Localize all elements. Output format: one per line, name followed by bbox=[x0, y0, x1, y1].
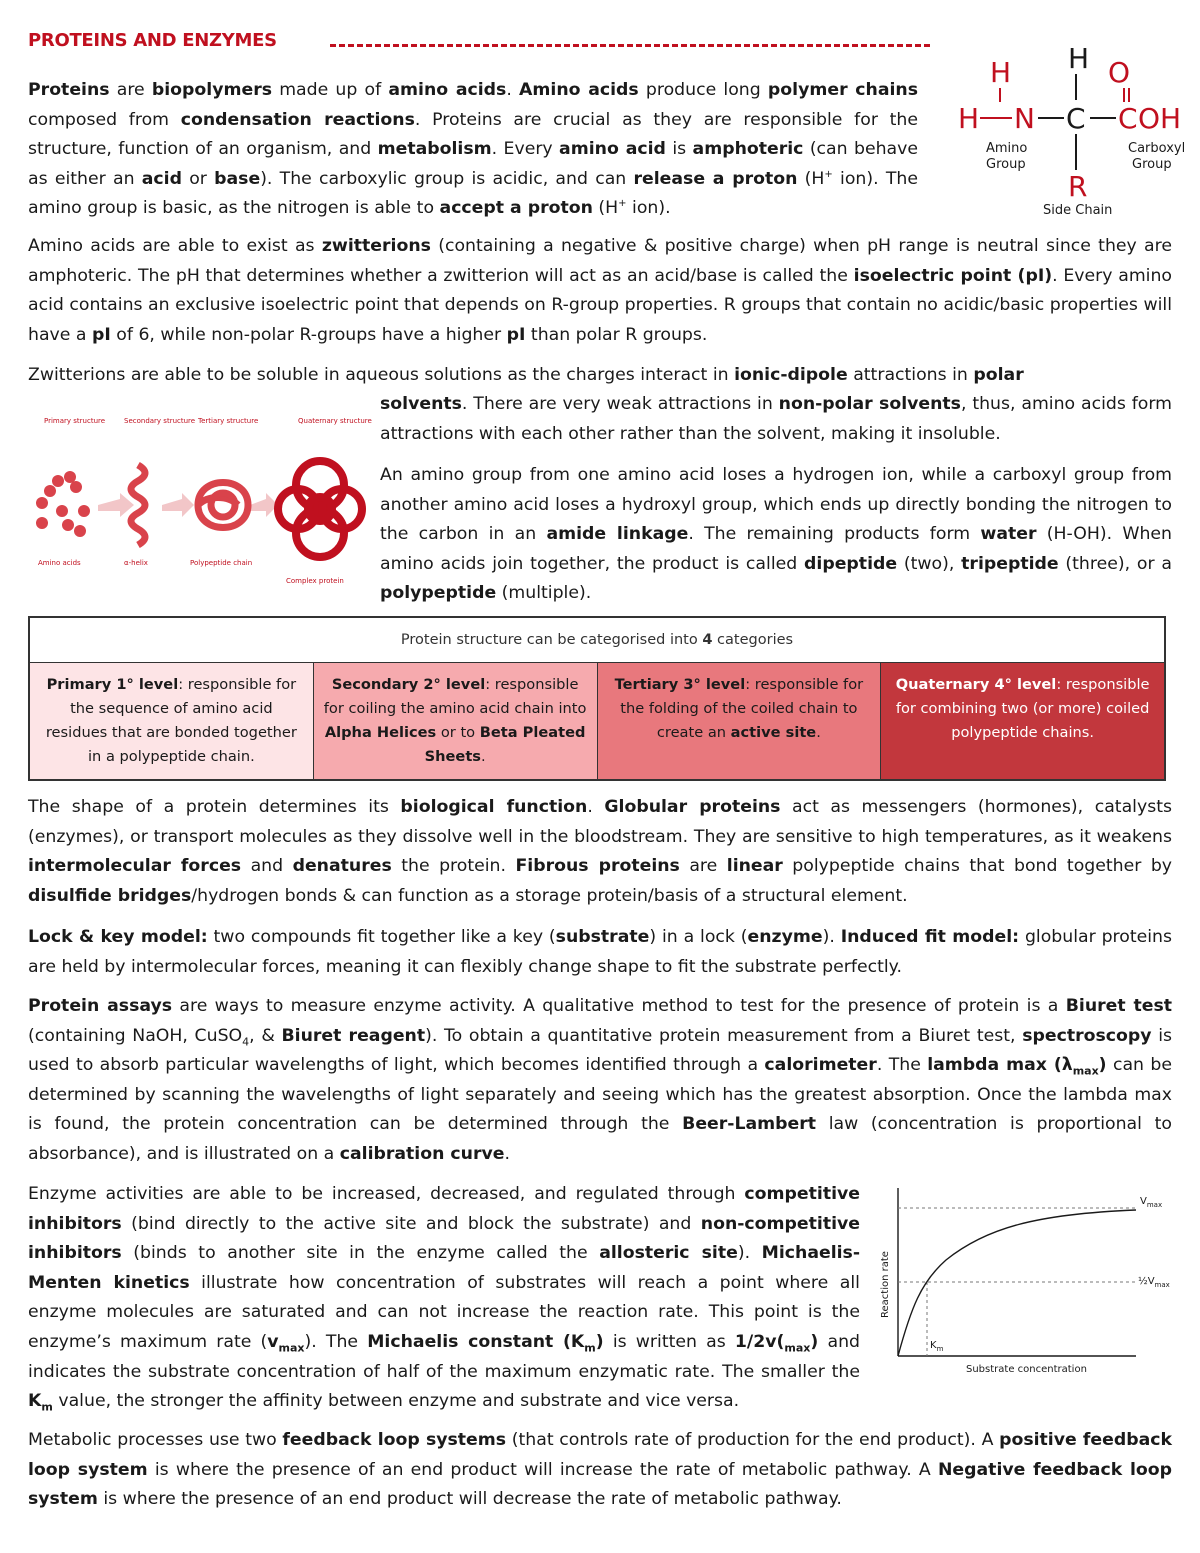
bottom-label-polypeptide: Polypeptide chain bbox=[190, 559, 253, 567]
paragraph-zwitterions: Amino acids are able to exist as zwitterions (containing a negative & positive charge) when pH range is neutral since they are amphoteric. The pH that determines whether a zwitterion will act as an acid/base is called the isoelectric point (pI). Every amino acid contains an exclusive isoelectric point that depends on R-group properties. R groups that contain no acidic/basic properties will have a pI of 6, while non-polar R-groups have a higher pI than polar R groups. bbox=[28, 236, 1172, 345]
page-title: PROTEINS AND ENZYMES bbox=[28, 30, 277, 51]
michaelis-menten-chart bbox=[866, 1178, 1176, 1374]
label-secondary: Secondary structure bbox=[124, 417, 196, 425]
atom-c-alpha: C bbox=[1066, 102, 1086, 135]
paragraph-solubility-cont: solvents. There are very weak attractions in non-polar solvents, thus, amino acids form attractions with each other rather than the solvent, making it insoluble. bbox=[380, 394, 1172, 444]
title-dashed-rule bbox=[330, 44, 930, 47]
y-axis-label: Reaction rate bbox=[880, 1251, 891, 1318]
table-header: Protein structure can be categorised into 4 categories bbox=[30, 618, 1164, 663]
paragraph-proteins-intro: Proteins are biopolymers made up of amino acids. Amino acids produce long polymer chains composed from condensation reactions. Proteins are crucial as they are responsible for the structure, function of an organism, and metabolism. Every amino acid is amphoteric (can behave as either an acid or base). The carboxylic group is acidic, and can release a proton (H+ ion). The amino group is basic, as the nitrogen is able to accept a proton (H+ ion). bbox=[28, 80, 919, 219]
rate-curve bbox=[898, 1210, 1136, 1356]
atom-n: N bbox=[1014, 102, 1035, 135]
paragraph-enzyme-models: Lock & key model: two compounds fit together like a key (substrate) in a lock (enzyme). Induced fit model: globular proteins are held by intermolecular forces, meaning it can flexibly change shape to fit the substrate perfectly. bbox=[28, 927, 1173, 977]
carboxyl-group-label-2: Group bbox=[1132, 157, 1172, 172]
paragraph-protein-assays: Protein assays are ways to measure enzyme activity. A qualitative method to test for the presence of protein is a Biuret test (containing NaOH, CuSO$_4$, & Biuret reagent). To obtain a quantitative protein measurement from a Biuret test, spectroscopy is used to absorb particular wavelengths of light, which becomes identified through a calorimeter. The lambda $\max (\lambda_{max})$ can be determined by scanning the wavelengths of light separately and seeing which has the greatest absorption. Once the lambda max is found, the protein concentration can be determined through the Beer-Lambert law (concentration is proportional to absorbance), and is illustrated on a calibration curve. bbox=[28, 996, 1173, 1164]
atom-h-left: H bbox=[990, 56, 1012, 89]
label-primary: Primary structure bbox=[44, 417, 106, 425]
x-axis-label: Substrate concentration bbox=[966, 1364, 1087, 1375]
vmax-label: $V_{max}$ bbox=[1140, 1196, 1163, 1209]
paragraph-solubility: Zwitterions are able to be soluble in aqueous solutions as the charges interact in ionic-dipole attractions in polar bbox=[28, 365, 1024, 385]
amino-group-label-2: Group bbox=[986, 157, 1026, 172]
table-cell-quaternary: Quaternary 4° level: responsible for combining two (or more) coiled polypeptide chains. bbox=[881, 663, 1164, 779]
label-quaternary: Quaternary structure bbox=[298, 417, 372, 425]
km-label: $K_m$ bbox=[930, 1340, 944, 1353]
half-vmax-label: $\frac{1}{2}V_{max}$ bbox=[1138, 1276, 1170, 1289]
paragraph-feedback-loops: Metabolic processes use two feedback loop systems (that controls rate of production for the end product). A positive feedback loop system is where the presence of an end product will increase the rate of metabolic pathway. A Negative feedback loop system is where the presence of an end product will decrease the rate of metabolic pathway. bbox=[28, 1430, 1173, 1510]
amino-group-label-1: Amino bbox=[986, 141, 1028, 156]
title-row bbox=[28, 30, 928, 58]
carboxyl-group-label-1: Carboxyl bbox=[1128, 141, 1186, 156]
paragraph-enzyme-inhibition: Enzyme activities are able to be increased, decreased, and regulated through competitive inhibitors (bind directly to the active site and block the substrate) and non-competitive inhibitors (binds to another site in the enzyme called the allosteric site). Michaelis-Menten kinetics illustrate how concentration of substrates will reach a point where all enzyme molecules are saturated and can not increase the reaction rate. This point is the enzyme’s maximum rate $(v_{max})$. The Michaelis constant $(K_m)$ is written as $1/2v(_{max})$ and indicates the substrate concentration of half of the maximum enzymatic rate. The smaller the $K_m$ value, the stronger the affinity between enzyme and substrate and vice versa. bbox=[28, 1184, 861, 1414]
bottom-label-complex: Complex protein bbox=[286, 577, 344, 585]
table-cell-tertiary: Tertiary 3° level: responsible for the folding of the coiled chain to create an active site. bbox=[598, 663, 882, 779]
atom-h-amino: H bbox=[958, 102, 980, 135]
paragraph-peptide-bond: An amino group from one amino acid loses a hydrogen ion, while a carboxyl group from another amino acid loses a hydroxyl group, which ends up directly bonding the nitrogen to the carbon in an amide linkage. The remaining products form water (H-OH). When amino acids join together, the product is called dipeptide (two), tripeptide (three), or a polypeptide (multiple). bbox=[380, 465, 1172, 604]
label-tertiary: Tertiary structure bbox=[198, 417, 259, 425]
paragraph-protein-shape: The shape of a protein determines its biological function. Globular proteins act as messengers (hormones), catalysts (enzymes), or transport molecules as they dissolve well in the bloodstream. They are sensitive to high temperatures, as it weakens intermolecular forces and denatures the protein. Fibrous proteins are linear polypeptide chains that bond together by disulfide bridges/hydrogen bonds & can function as a storage protein/basis of a structural element. bbox=[28, 797, 1173, 906]
protein-structure-illustration bbox=[28, 415, 372, 595]
table-row bbox=[30, 663, 1164, 779]
atom-o: O bbox=[1108, 56, 1131, 89]
table-cell-primary: Primary 1° level: responsible for the sequence of amino acid residues that are bonded together in a polypeptide chain. bbox=[30, 663, 314, 779]
amino-acid-structure-diagram bbox=[928, 36, 1186, 218]
atom-oh: OH bbox=[1138, 102, 1182, 135]
table-cell-secondary: Secondary 2° level: responsible for coiling the amino acid chain into Alpha Helices or to Beta Pleated Sheets. bbox=[314, 663, 598, 779]
side-chain-label: Side Chain bbox=[1043, 203, 1113, 218]
bottom-label-helix: α-helix bbox=[124, 559, 148, 567]
bottom-label-amino: Amino acids bbox=[38, 559, 81, 567]
protein-structure-table bbox=[28, 616, 1166, 781]
atom-c-carboxyl: C bbox=[1118, 102, 1138, 135]
atom-h-top: H bbox=[1068, 42, 1090, 75]
atom-r: R bbox=[1068, 170, 1088, 203]
